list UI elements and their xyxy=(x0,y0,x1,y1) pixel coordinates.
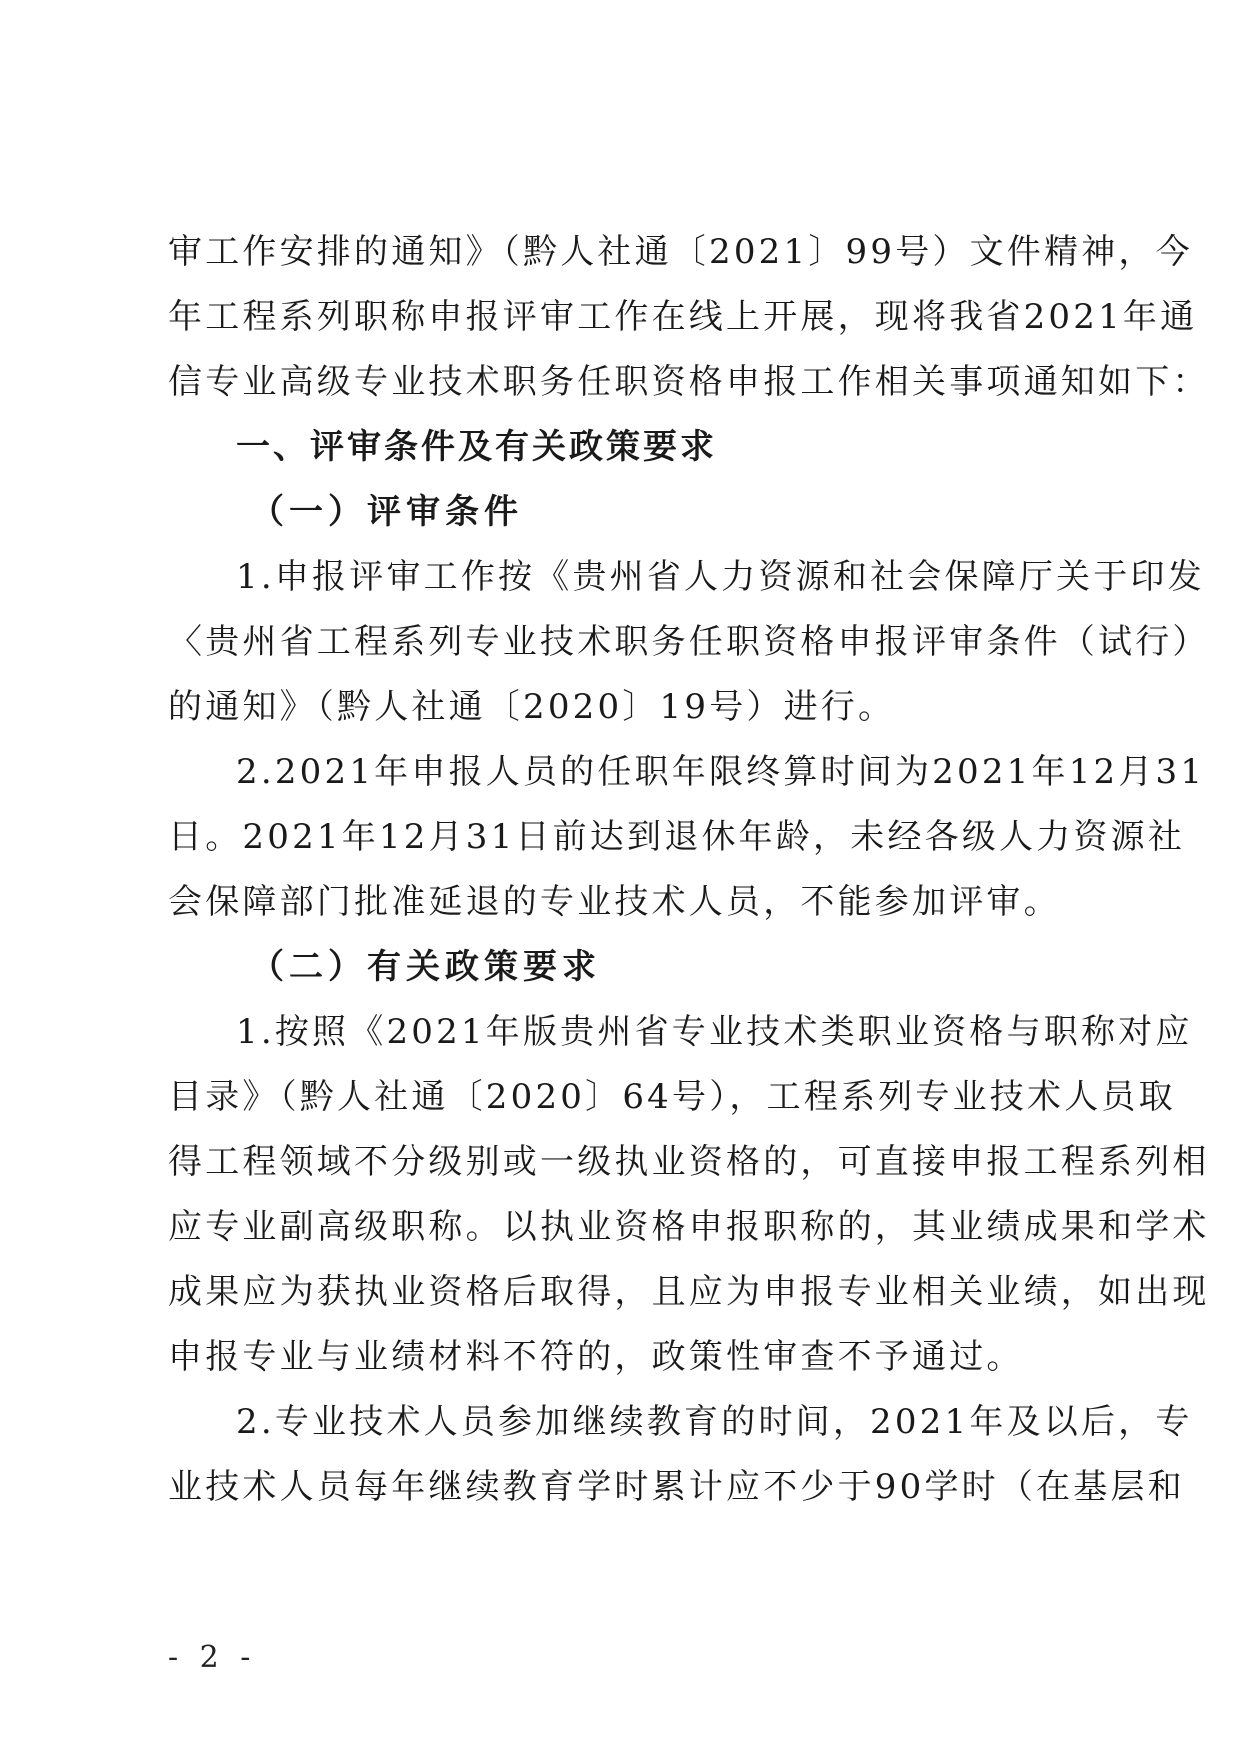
intro-paragraph xyxy=(168,220,1210,415)
text-line: 申报专业与业绩材料不符的，政策性审查不予通过。 xyxy=(168,1337,1024,1377)
text-line: 应专业副高级职称。以执业资格申报职称的，其业绩成果和学术 xyxy=(168,1207,1210,1247)
text-line: 审工作安排的通知》（黔人社通〔2021〕99号）文件精神，今 xyxy=(168,232,1193,272)
list-item-paragraph xyxy=(168,740,1206,935)
text-line: 2.2021年申报人员的任职年限终算时间为2021年12月31 xyxy=(236,752,1206,792)
list-item-paragraph xyxy=(168,1390,1193,1520)
text-line: 1.申报评审工作按《贵州省人力资源和社会保障厅关于印发 xyxy=(236,557,1205,597)
subsection-heading: （一）评审条件 xyxy=(250,492,523,532)
subsection-heading: （二）有关政策要求 xyxy=(250,947,601,987)
list-item-paragraph xyxy=(168,545,1210,740)
section-heading: 一、评审条件及有关政策要求 xyxy=(236,427,717,467)
text-line: 的通知》（黔人社通〔2020〕19号）进行。 xyxy=(168,687,896,727)
text-line: 会保障部门批准延退的专业技术人员，不能参加评审。 xyxy=(168,882,1061,922)
text-line: 〈贵州省工程系列专业技术职务任职资格申报评审条件（试行） xyxy=(168,622,1210,662)
text-line: 2.专业技术人员参加继续教育的时间，2021年及以后，专 xyxy=(236,1402,1193,1442)
text-line: 日。2021年12月31日前达到退休年龄，未经各级人力资源社 xyxy=(168,817,1186,857)
text-line: 1.按照《2021年版贵州省专业技术类职业资格与职称对应 xyxy=(236,1012,1193,1052)
page-number: - 2 - xyxy=(168,1640,257,1675)
text-line: 成果应为获执业资格后取得，且应为申报专业相关业绩，如出现 xyxy=(168,1272,1210,1312)
text-line: 目录》（黔人社通〔2020〕64号），工程系列专业技术人员取 xyxy=(168,1077,1176,1117)
text-line: 信专业高级专业技术职务任职资格申报工作相关事项通知如下： xyxy=(168,362,1210,402)
text-line: 业技术人员每年继续教育学时累计应不少于90学时（在基层和 xyxy=(168,1467,1185,1507)
list-item-paragraph xyxy=(168,1000,1210,1390)
text-line: 年工程系列职称申报评审工作在线上开展，现将我省2021年通 xyxy=(168,297,1198,337)
text-line: 得工程领域不分级别或一级执业资格的，可直接申报工程系列相 xyxy=(168,1142,1210,1182)
document-body xyxy=(168,220,1210,1520)
